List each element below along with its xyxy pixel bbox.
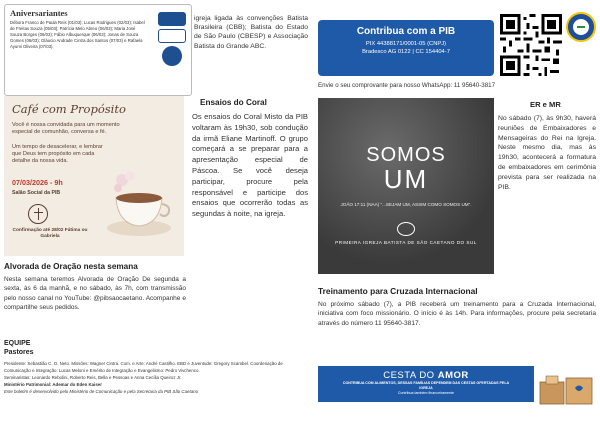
cesta-do-amor-banner bbox=[318, 366, 534, 402]
somos-um-poster bbox=[318, 98, 494, 274]
contribution-box bbox=[318, 20, 494, 76]
team-patrimonial-line: Ministério Patrimonial: Ademar do Eden Kaiser bbox=[4, 382, 102, 387]
poster-church-name: PRIMEIRA IGREJA BATISTA DE SÃO CAETANO DO SUL bbox=[335, 240, 477, 245]
pastors-title: Pastores bbox=[4, 349, 34, 356]
coffee-cup-icon bbox=[104, 160, 174, 240]
birthdays-title: Aniversariantes bbox=[10, 8, 68, 18]
donation-box-icon bbox=[536, 368, 596, 408]
training-title: Treinamento para Cruzada Internacional bbox=[318, 286, 478, 296]
team-title: EQUIPE bbox=[4, 340, 31, 347]
training-text: No próximo sábado (7), a PIB receberá um treinamento para a Cruzada Internacional, iniciativa com foco missionário. O início é às 14h. Para informações, procure pela secretaria através do número 11 95640-3817. bbox=[318, 301, 596, 327]
contribution-title: Contribua com a PIB bbox=[356, 26, 456, 37]
church-emblem-icon bbox=[397, 222, 415, 236]
coral-title: Ensaios do Coral bbox=[200, 98, 267, 107]
cbesp-logo-icon bbox=[158, 29, 186, 43]
cafe-title: Café com Propósito bbox=[12, 102, 126, 116]
qr-code-icon bbox=[500, 14, 562, 76]
cafe-com-proposito-banner bbox=[4, 96, 184, 256]
team-text bbox=[4, 360, 304, 395]
cafe-confirmation: Confirmação até 28/02 Fátima ou Gabriela bbox=[12, 228, 88, 239]
er-mr-text: No sábado (7), às 9h30, haverá reuniões de Embaixadores e Mensageiras do Rei na Igreja. Neste mesmo dia, mas às 19h30, acontecerá a formatura de embaixadores em cerimônia prevista para ser realizada na PIB. bbox=[498, 115, 596, 191]
cesta-title-bold: AMOR bbox=[437, 370, 469, 381]
cesta-text: CONTRIBUA COM ALIMENTOS, DESSAS FAMÍLIAS DEPENDEM DAS CESTAS OFERTADAS PELA IGREJA bbox=[342, 381, 510, 390]
team-seminarists-line: Seminaristas: Leonardo Rebolini, Roberto Reis, Bella e Pessoas e Anna Cecília Queiroz Jr. bbox=[4, 375, 182, 380]
conventions-text: igreja ligada às convenções Batista Brasileira (CBB); Batista do Estado de São Paulo (CBESP) e Associação Batista do Grande ABC. bbox=[194, 15, 308, 50]
cafe-place: Salão Social da PIB bbox=[12, 190, 61, 196]
poster-verse: JOÃO 17:11 (NAA) "...SEJAM UM, ASSIM COMO SOMOS UM". bbox=[340, 202, 472, 207]
team-pastors-line: Presidente: Sebastião C. O. Neto. Missões: Wagner Cintra. Com. e Arte: André Castilho. EBD e Juventude: Gregory Scambel. Coordenação de Comunicação e Integração: Lucas Meloni e Emérito de Integração e Evangelismo: Pedro Vivchenco. bbox=[4, 361, 283, 373]
cesta-title bbox=[318, 370, 534, 381]
er-mr-title: ER e MR bbox=[530, 100, 561, 109]
alvorada-title: Alvorada de Oração nesta semana bbox=[4, 262, 138, 271]
cesta-title-pre: CESTA DO bbox=[383, 370, 438, 381]
cross-icon bbox=[28, 204, 48, 224]
coral-text: Os ensaios do Coral Misto da PIB voltaram às 19h30, sob condução da irmã Eliane Martinoff. O grupo começará a se preparar para a apresentação especial de Páscoa. Se você deseja participar, procure pela responsável e participe dos ensaios que ocorrerão todas as segundas à noite, na igreja. bbox=[192, 112, 308, 219]
cbb-logo-icon bbox=[158, 12, 186, 26]
church-logo-icon bbox=[566, 12, 596, 42]
poster-title-line2: UM bbox=[383, 164, 429, 194]
team-credit-line: Este boletim é desenvolvido pelo Ministério de Comunicação e pela Secretaria da PIB São Caetano bbox=[4, 389, 199, 394]
poster-title-line1: SOMOS bbox=[366, 144, 446, 166]
whatsapp-info: Envie o seu comprovante para nosso WhatsApp: 11 95640-3817 bbox=[318, 82, 496, 89]
cafe-invite-text: Você é nossa convidada para um momento especial de comunhão, conversa e fé. bbox=[12, 122, 120, 136]
birthdays-list: Débora Franco de Paula Reis (01/03); Lucas Rodrigues (02/03); Isabel de Freitas Souza (05/03); Patrícia Melo Abreu (06/03); Maria José Souza Borges (06/03); Fábio Albuquerque (06/03); Jonas de Souza Gomes (06/03); Gláucio Andrade Cintra dos Santos (07/03) e Rafaela Ayumi Oliveira (07/03). bbox=[10, 20, 145, 49]
cafe-date: 07/03/2026 - 9h bbox=[12, 178, 63, 187]
cafe-description-text: Um tempo de desacelerar, e lembrar que Deus tem propósito em cada detalhe da nossa vida. bbox=[12, 144, 103, 165]
abc-logo-icon bbox=[162, 46, 182, 66]
convention-logos bbox=[154, 12, 190, 69]
pix-key: PIX 44388171/0001-05 (CNPJ) bbox=[365, 41, 447, 47]
alvorada-text: Nesta semana teremos Alvorada de Oração De segunda a sexta, às 6 da manhã, e no sábado, às 7h, com transmissão pelo nosso canal no YouTube: @pibsaocaetano. Acompanhe e compartilhe seus pedidos. bbox=[4, 276, 186, 312]
cesta-footer: Contribua também financeiramente bbox=[397, 391, 455, 395]
bank-account: Bradesco AG 0122 | CC 154404-7 bbox=[362, 49, 450, 55]
